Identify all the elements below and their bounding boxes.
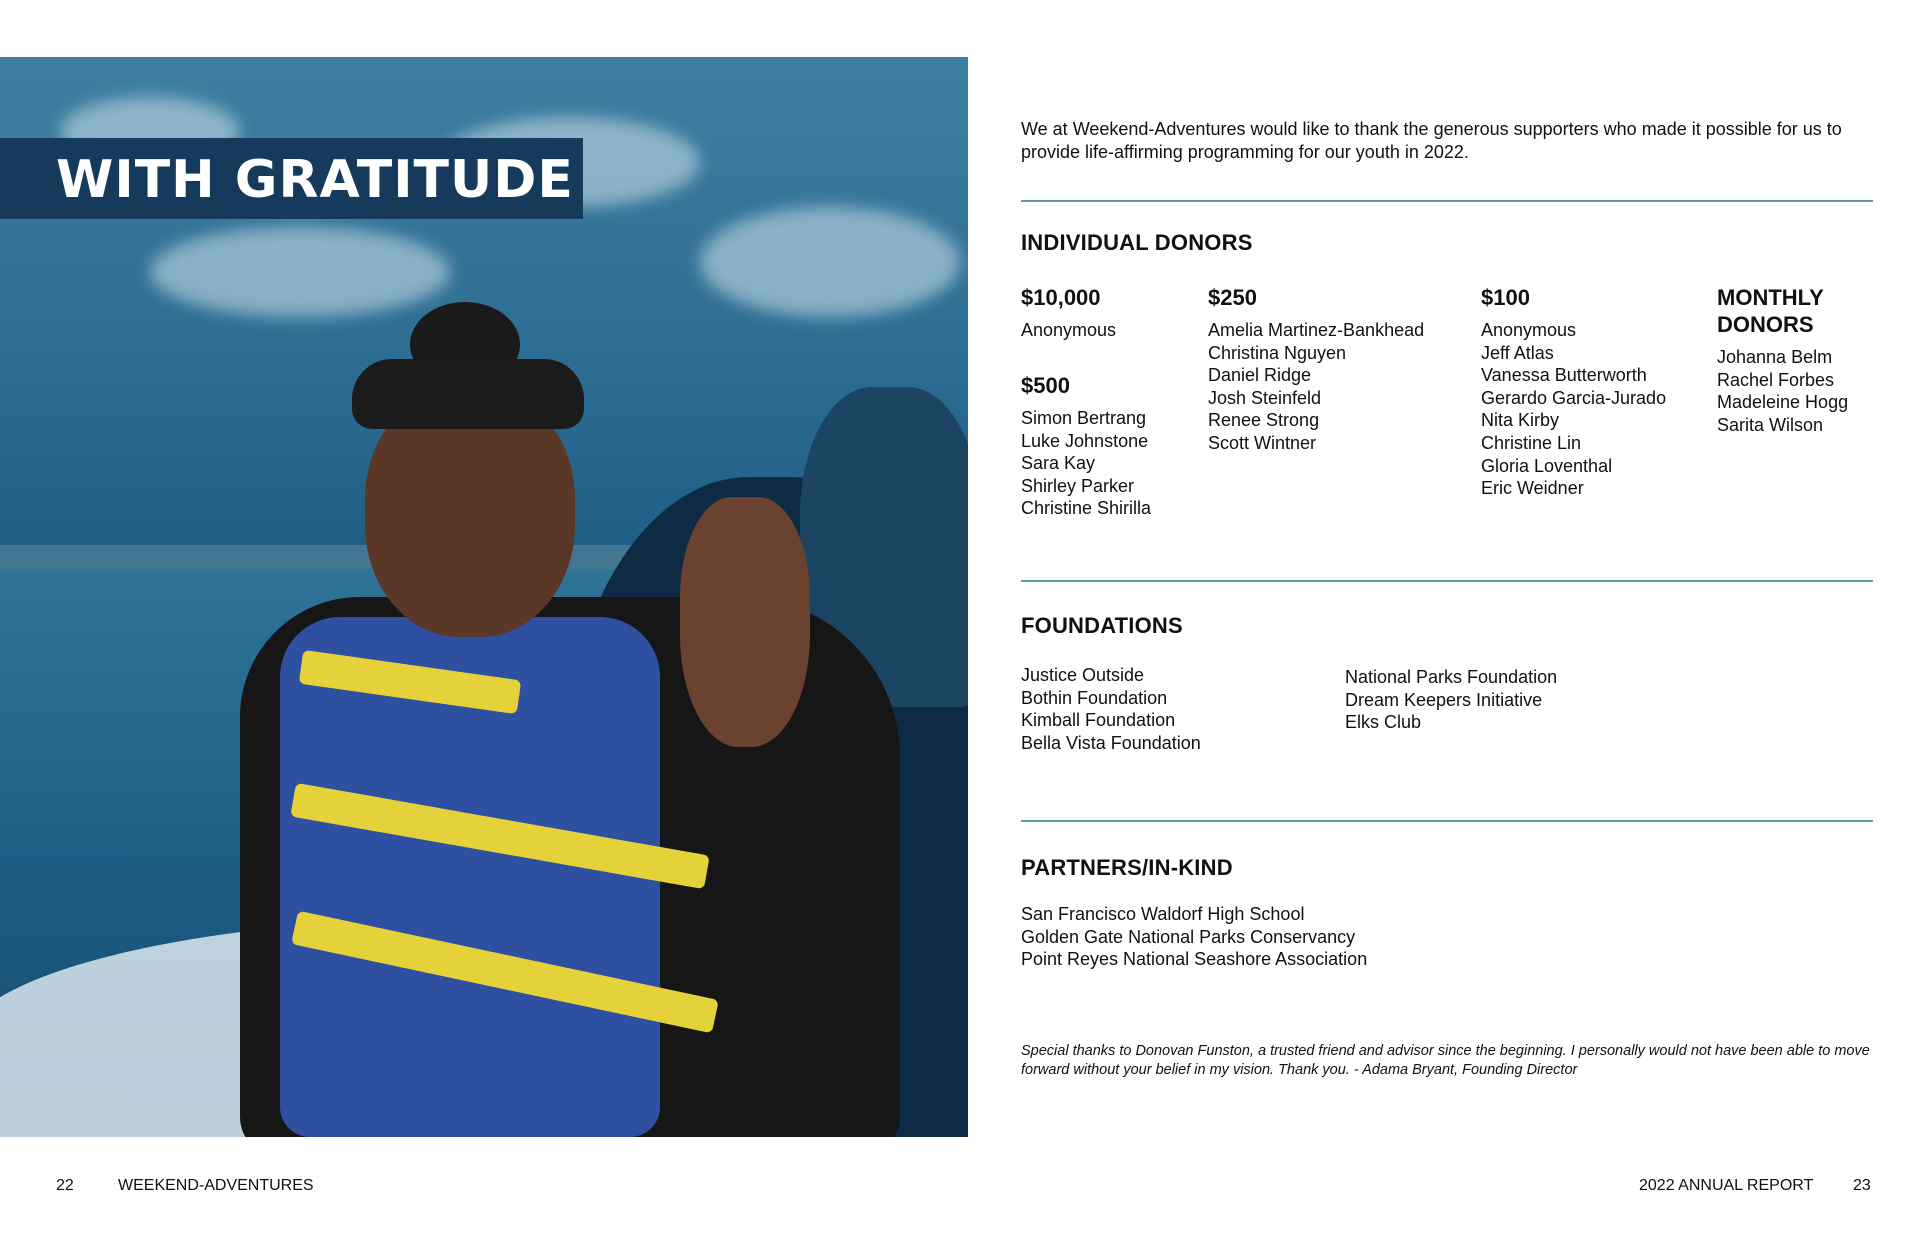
foundations-col-2	[1345, 666, 1557, 734]
foundations-heading: FOUNDATIONS	[1021, 613, 1183, 638]
headband	[352, 359, 584, 429]
tier-10000	[1021, 284, 1116, 342]
donor-name: Christine Shirilla	[1021, 498, 1152, 519]
donor-name: Simon Bertrang	[1021, 408, 1147, 428]
intro-paragraph: We at Weekend-Adventures would like to thank the generous supporters who made it possible for us to provide life-affirming programming for our youth in 2022.	[1021, 119, 1842, 162]
foundation-name: National Parks Foundation	[1345, 667, 1558, 687]
donor-name: Gerardo Garcia-Jurado	[1481, 387, 1667, 408]
donor-name: Josh Steinfeld	[1208, 387, 1322, 408]
tier-label: $10,000	[1021, 285, 1101, 310]
donor-name: Gloria Loventhal	[1481, 455, 1613, 476]
page-number-left: 22	[56, 1177, 74, 1194]
peace-sign-hand	[680, 497, 810, 747]
donor-name: Renee Strong	[1208, 410, 1320, 431]
foundation-name: Bothin Foundation	[1021, 687, 1168, 708]
partner-name: Point Reyes National Seashore Association	[1021, 949, 1368, 970]
donor-name: Anonymous	[1481, 320, 1577, 340]
donor-list	[1021, 319, 1116, 342]
foundation-name: Dream Keepers Initiative	[1345, 689, 1543, 710]
partners-list-block	[1021, 903, 1367, 971]
monthly-label-line2: DONORS	[1717, 312, 1814, 337]
donor-name: Sara Kay	[1021, 453, 1096, 474]
tier-label: $500	[1021, 373, 1070, 398]
tier-label: $100	[1481, 285, 1530, 310]
tier-250	[1208, 284, 1424, 455]
foundation-name: Bella Vista Foundation	[1021, 732, 1201, 753]
page-title: WITH GRATITUDE	[56, 150, 574, 210]
donor-name: Jeff Atlas	[1481, 342, 1554, 363]
donor-name: Amelia Martinez-Bankhead	[1208, 320, 1425, 340]
cloud	[150, 227, 450, 317]
donor-name: Scott Wintner	[1208, 432, 1317, 453]
partner-name: Golden Gate National Parks Conservancy	[1021, 926, 1356, 947]
donor-name: Rachel Forbes	[1717, 369, 1835, 390]
foundation-name: Kimball Foundation	[1021, 710, 1176, 731]
donor-name: Johanna Belm	[1717, 347, 1833, 367]
foundation-name: Justice Outside	[1021, 665, 1145, 685]
foundation-name: Elks Club	[1345, 712, 1422, 733]
donor-name: Shirley Parker	[1021, 475, 1135, 496]
monthly-donors	[1717, 284, 1848, 436]
tier-100	[1481, 284, 1666, 500]
individual-donors-heading: INDIVIDUAL DONORS	[1021, 230, 1253, 255]
special-thanks-note: Special thanks to Donovan Funston, a trusted friend and advisor since the beginning. I personally would not have been able to move forward without your belief in my vision. Thank you. - Adama Bryant, Founding Director	[1021, 1043, 1870, 1078]
divider	[1021, 200, 1873, 202]
foundation-list	[1021, 664, 1201, 754]
donor-name: Daniel Ridge	[1208, 365, 1312, 386]
donor-list	[1208, 319, 1424, 455]
donor-name: Luke Johnstone	[1021, 430, 1149, 451]
donor-list	[1481, 319, 1666, 500]
footer-left-label: WEEKEND-ADVENTURES	[118, 1177, 314, 1194]
title-banner	[0, 138, 583, 219]
partners-heading: PARTNERS/IN-KIND	[1021, 855, 1233, 880]
monthly-label-line1: MONTHLY	[1717, 285, 1824, 310]
cloud	[700, 207, 960, 317]
donor-name: Eric Weidner	[1481, 478, 1584, 499]
donor-name: Nita Kirby	[1481, 410, 1560, 431]
donor-name: Christine Lin	[1481, 432, 1582, 453]
divider	[1021, 820, 1873, 822]
donor-list	[1717, 346, 1848, 436]
donor-name: Madeleine Hogg	[1717, 392, 1849, 413]
donor-name: Vanessa Butterworth	[1481, 365, 1647, 386]
donor-name: Anonymous	[1021, 320, 1117, 340]
donor-list	[1021, 407, 1151, 520]
donor-name: Christina Nguyen	[1208, 342, 1347, 363]
tier-label: $250	[1208, 285, 1257, 310]
donor-name: Sarita Wilson	[1717, 414, 1824, 435]
tier-500	[1021, 372, 1151, 520]
partner-name: San Francisco Waldorf High School	[1021, 904, 1305, 924]
partner-list	[1021, 903, 1367, 971]
foundation-list	[1345, 666, 1557, 734]
foundations-col-1	[1021, 664, 1201, 754]
divider	[1021, 580, 1873, 582]
page-number-right: 23	[1853, 1177, 1871, 1194]
footer-right-label: 2022 ANNUAL REPORT	[1639, 1177, 1814, 1194]
monthly-donors-label	[1717, 284, 1848, 338]
